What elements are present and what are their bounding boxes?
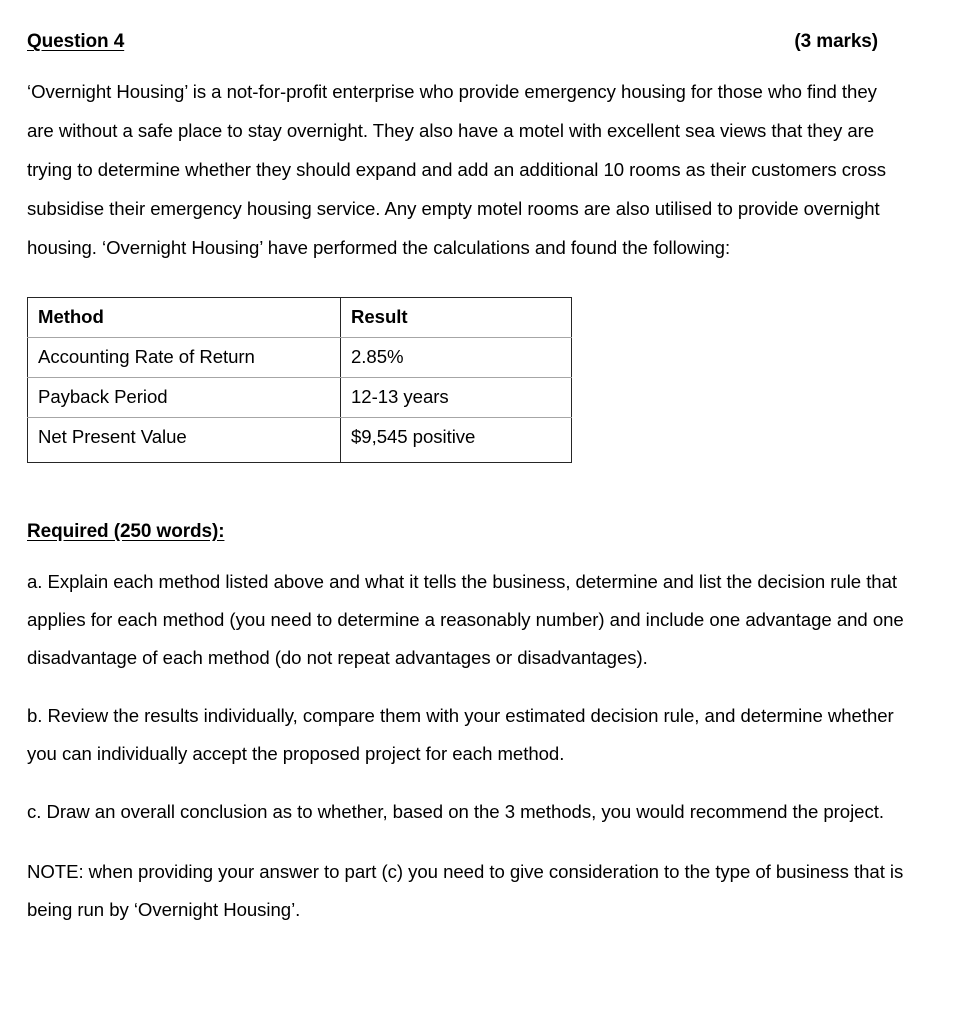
table-row [28, 338, 572, 378]
cell-method: Accounting Rate of Return [28, 338, 341, 378]
table-row [28, 418, 572, 463]
column-header-method: Method [28, 298, 341, 338]
task-note: NOTE: when providing your answer to part (c) you need to give consideration to the type of business that is being run by ‘Overnight Housing’. [27, 861, 904, 920]
table-body [28, 338, 572, 463]
results-table [27, 297, 572, 463]
task-part-c: c. Draw an overall conclusion as to whether, based on the 3 methods, you would recommend the project. [27, 801, 884, 822]
task-part-a: a. Explain each method listed above and what it tells the business, determine and list the decision rule that applies for each method (you need to determine a reasonably number) and include one advantage and one disadvantage of each method (do not repeat advantages or disadvantages). [27, 571, 904, 668]
required-heading: Required (250 words): [27, 521, 225, 542]
marks-label: (3 marks) [794, 31, 878, 52]
page-title: Question 4 [27, 31, 125, 52]
scenario-paragraph: ‘Overnight Housing’ is a not-for-profit enterprise who provide emergency housing for those who find they are without a safe place to stay overnight. They also have a motel with excellent sea views that they are trying to determine whether they should expand and add an additional 10 rooms as their customers cross subsidise their emergency housing service. Any empty motel rooms are also utilised to provide overnight housing. ‘Overnight Housing’ have performed the calculations and found the following: [27, 81, 886, 258]
table-header-row [28, 298, 572, 338]
cell-result: $9,545 positive [341, 418, 572, 463]
question-header [27, 0, 935, 53]
cell-method: Net Present Value [28, 418, 341, 463]
results-table-container [27, 267, 935, 463]
cell-result: 12-13 years [341, 378, 572, 418]
cell-result: 2.85% [341, 338, 572, 378]
table-row [28, 378, 572, 418]
column-header-result: Result [341, 298, 572, 338]
table-header [28, 298, 572, 338]
task-part-b: b. Review the results individually, compare them with your estimated decision rule, and determine whether you can individually accept the proposed project for each method. [27, 705, 894, 764]
cell-method: Payback Period [28, 378, 341, 418]
